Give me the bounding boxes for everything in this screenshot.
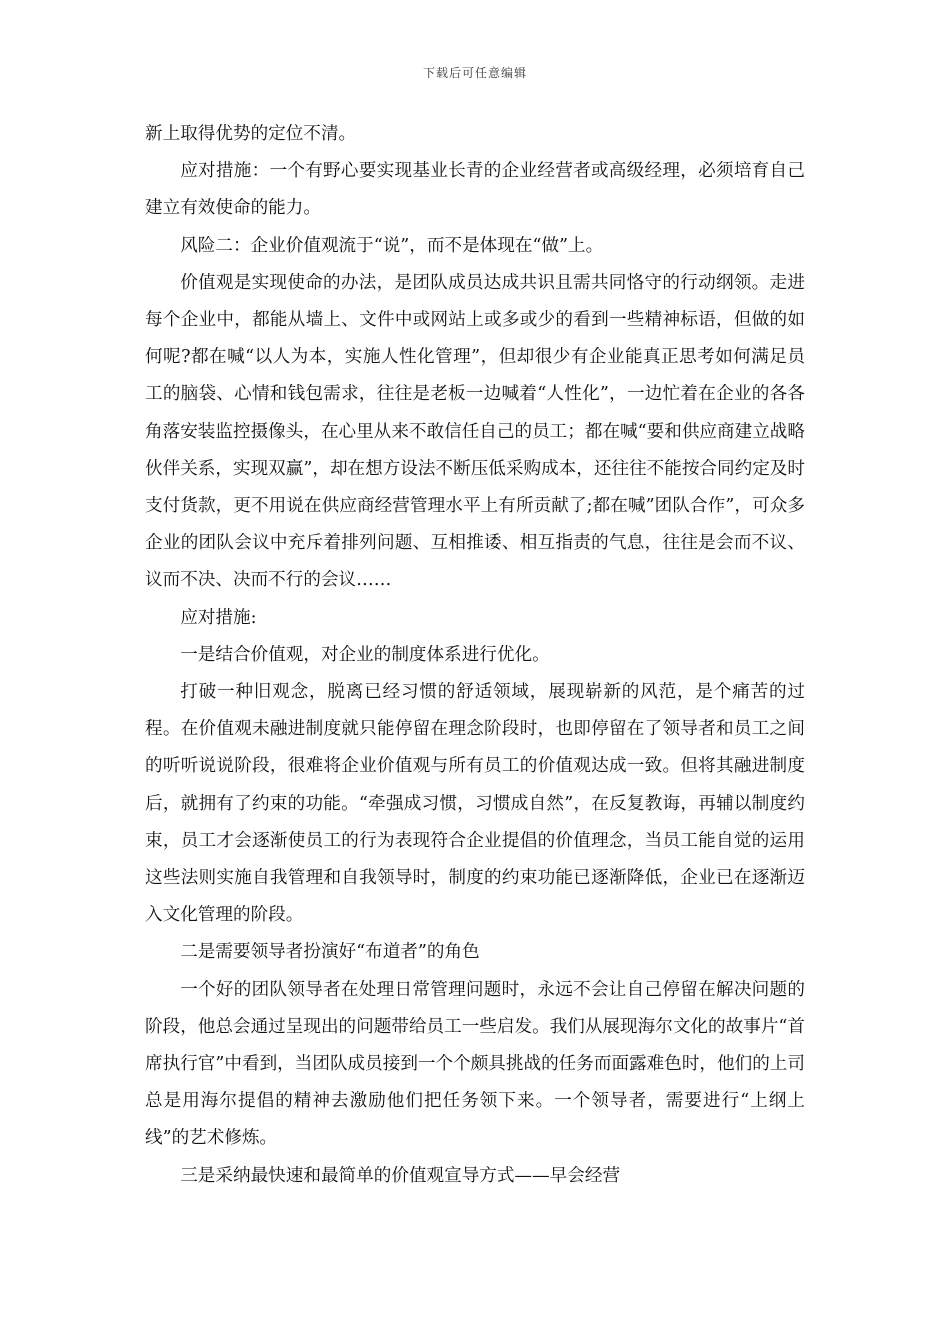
- paragraph-3: 风险二：企业价值观流于“说”，而不是体现在“做”上。: [180, 235, 604, 256]
- paragraph-7: 打破一种旧观念，脱离已经习惯的舒适领域，展现崭新的风范，是个痛苦的过程。在价值观未融进制度就只能停留在理念阶段时，也即停留在了领导者和员工之间的听听说说阶段，很难将企业价值观与所有员工的价值观达成一致。但将其融进制度后，就拥有了约束的功能。“牵强成习惯，习惯成自然”，在反复教诲，再辅以制度约束，员工才会逐渐使员工的行为表现符合企业提倡的价值理念，当员工能自觉的运用这些法则实施自我管理和自我领导时，制度的约束功能已逐渐降低，企业已在逐渐迈入文化管理的阶段。: [145, 682, 805, 926]
- paragraph-6: 一是结合价值观，对企业的制度体系进行优化。: [180, 644, 550, 665]
- paragraph-10: 三是采纳最快速和最简单的价值观宣导方式——早会经营: [180, 1165, 621, 1186]
- page-header: 下载后可任意编辑: [422, 66, 527, 80]
- paragraph-5: 应对措施:: [180, 607, 257, 628]
- paragraph-4: 价值观是实现使命的办法，是团队成员达成共识且需共同恪守的行动纲领。走进每个企业中，都能从墙上、文件中或网站上或多或少的看到一些精神标语，但做的如何呢?都在喊“以人为本，实施人性化管理”，但却很少有企业能真正思考如何满足员工的脑袋、心情和钱包需求，往往是老板一边喊着“人性化”，一边忙着在企业的各各角落安装监控摄像头，在心里从来不敢信任自己的员工；都在喊“要和供应商建立战略伙伴关系，实现双赢”，却在想方设法不断压低采购成本，还往往不能按合同约定及时支付货款，更不用说在供应商经营管理水平上有所贡献了;都在喊”团队合作”，可众多企业的团队会议中充斥着排列问题、互相推诿、相互指责的气息，往往是会而不议、议而不决、决而不行的会议……: [145, 272, 805, 591]
- paragraph-1: 新上取得优势的定位不清。: [145, 124, 357, 144]
- paragraph-8: 二是需要领导者扮演好“布道者”的角色: [180, 942, 480, 963]
- document-body: [145, 116, 805, 1195]
- paragraph-9: 一个好的团队领导者在处理日常管理问题时，永远不会让自己停留在解决问题的阶段，他总会通过呈现出的问题带给员工一些启发。我们从展现海尔文化的故事片“首席执行官”中看到，当团队成员接到一个个颇具挑战的任务而面露难色时，他们的上司总是用海尔提倡的精神去激励他们把任务领下来。一个领导者，需要进行“上纲上线”的艺术修炼。: [145, 979, 805, 1149]
- paragraph-2: 应对措施：一个有野心要实现基业长青的企业经营者或高级经理，必须培育自己建立有效使命的能力。: [145, 161, 805, 219]
